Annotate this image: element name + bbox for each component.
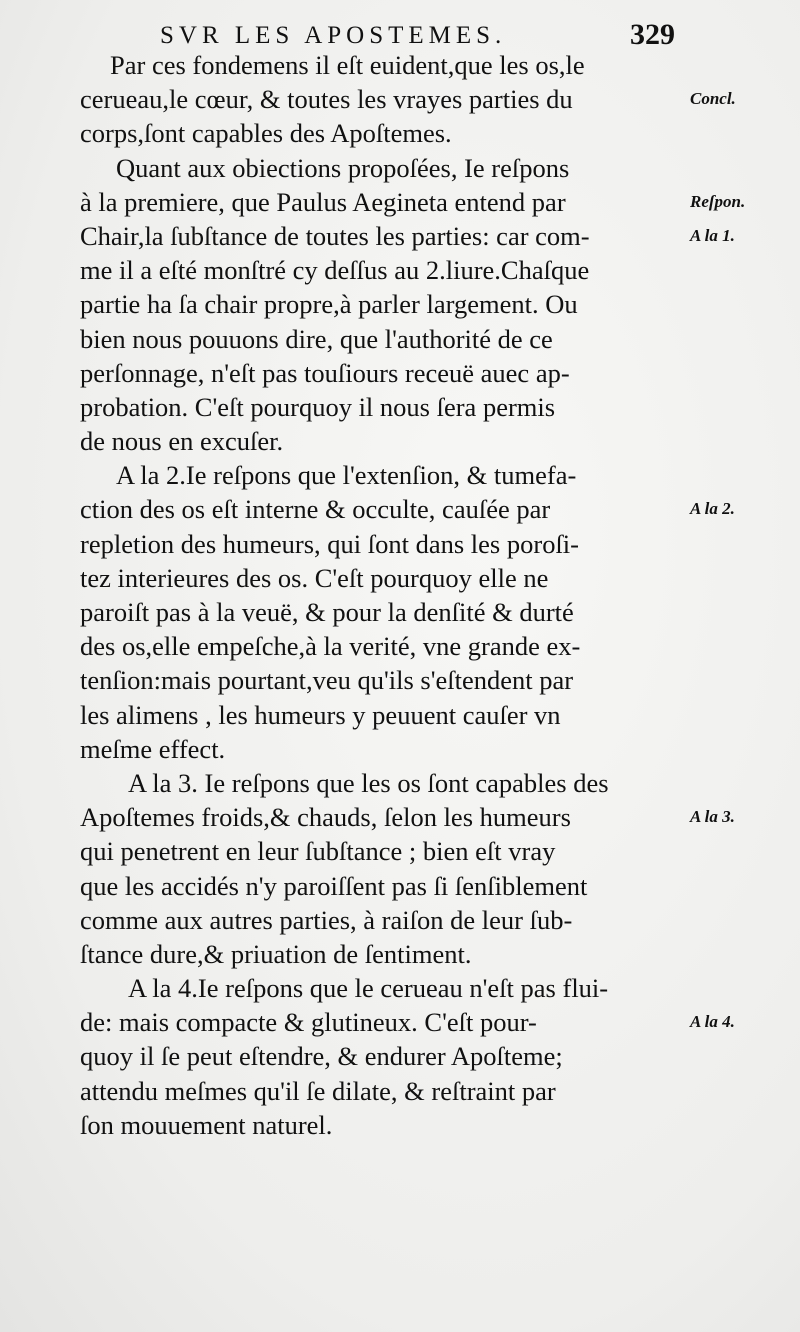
line-text: me il a eſté monſtré cy deſſus au 2.liure.Chaſque [80, 255, 590, 286]
line-text: qui penetrent en leur ſubſtance ; bien eſt vray [80, 836, 556, 867]
text-line [80, 492, 735, 526]
line-text: Apoſtemes froids,& chauds, ſelon les humeurs [80, 802, 571, 833]
line-text: ſtance dure,& priuation de ſentiment. [80, 938, 472, 969]
text-line [80, 766, 685, 800]
text-line [80, 48, 685, 82]
line-text: A la 4.Ie reſpons que le cerueau n'eſt pas flui- [128, 973, 609, 1004]
text-line [80, 356, 685, 390]
text-line [80, 869, 685, 903]
text-line [80, 322, 685, 356]
margin-gloss: A la 4. [690, 1012, 735, 1032]
line-text: repletion des humeurs, qui ſont dans les poroſi- [80, 528, 579, 559]
line-text: à la premiere, que Paulus Aegineta entend par [80, 186, 566, 217]
line-text: meſme effect. [80, 733, 226, 764]
margin-gloss: A la 1. [690, 225, 735, 245]
text-line [80, 116, 685, 150]
text-line [80, 527, 685, 561]
text-line [80, 1108, 685, 1142]
line-text: les alimens , les humeurs y peuuent cauſer vn [80, 699, 561, 730]
text-line [80, 185, 746, 219]
text-line [80, 971, 685, 1005]
text-line [80, 82, 736, 116]
text-line [80, 834, 685, 868]
line-text: perſonnage, n'eſt pas touſiours receuë auec ap- [80, 357, 570, 388]
line-text: corps,ſont capables des Apoſtemes. [80, 118, 452, 149]
text-line [80, 629, 685, 663]
line-text: partie ha ſa chair propre,à parler largement. Ou [80, 289, 578, 320]
text-line [80, 937, 685, 971]
text-line [80, 698, 685, 732]
line-text: paroiſt pas à la veuë, & pour la denſité & durté [80, 597, 574, 627]
line-text: bien nous pouuons dire, que l'authorité de ce [80, 323, 553, 354]
text-line [80, 458, 685, 492]
line-text: de nous en excuſer. [80, 426, 284, 457]
body-text [80, 48, 746, 1142]
line-text: tenſion:mais pourtant,veu qu'ils s'eſtendent par [80, 665, 574, 696]
line-text: cerueau,le cœur, & toutes les vrayes parties du [80, 84, 573, 115]
line-text: probation. C'eſt pourquoy il nous ſera permis [80, 391, 556, 422]
text-line [80, 219, 735, 253]
text-line [80, 253, 685, 287]
line-text: ction des os eſt interne & occulte, cauſée par [80, 494, 551, 525]
line-text: A la 3. Ie reſpons que les os ſont capables des [128, 767, 609, 798]
text-line [80, 561, 685, 595]
line-text: attendu meſmes qu'il ſe dilate, & reſtraint par [80, 1075, 556, 1106]
line-text: comme aux autres parties, à raiſon de leur ſub- [80, 904, 573, 935]
text-line [80, 1005, 735, 1039]
margin-gloss: A la 3. [690, 807, 735, 827]
page-number: 329 [630, 18, 675, 51]
line-text: de: mais compacte & glutineux. C'eſt pour- [80, 1007, 537, 1038]
text-line [80, 1039, 685, 1073]
line-text: tez interieures des os. C'eſt pourquoy elle ne [80, 562, 549, 593]
line-text: quoy il ſe peut eſtendre, & endurer Apoſteme; [80, 1041, 563, 1072]
line-text: Chair,la ſubſtance de toutes les parties: car com- [80, 220, 590, 251]
text-line [80, 903, 685, 937]
text-line [80, 732, 685, 766]
line-text: A la 2.Ie reſpons que l'extenſion, & tumefa- [116, 460, 577, 491]
margin-gloss: Reſpon. [690, 191, 746, 211]
text-line [80, 1074, 685, 1108]
margin-gloss: Concl. [690, 89, 736, 109]
text-line [80, 800, 735, 834]
running-title: SVR LES APOSTEMES. [160, 22, 507, 49]
text-line [80, 663, 685, 697]
line-text: des os,elle empeſche,à la verité, vne grande ex- [80, 631, 581, 662]
text-line [80, 390, 685, 424]
line-text: Quant aux obiections propoſées, Ie reſpons [116, 152, 570, 183]
line-text: que les accidés n'y paroiſſent pas ſi ſenſiblement [80, 870, 588, 901]
text-line [80, 287, 685, 321]
line-text: ſon mouuement naturel. [80, 1109, 333, 1140]
text-line [80, 151, 685, 185]
margin-gloss: A la 2. [690, 499, 735, 519]
text-line [80, 424, 685, 458]
text-line [80, 595, 685, 629]
line-text: Par ces fondemens il eſt euident,que les os,le [110, 50, 585, 80]
